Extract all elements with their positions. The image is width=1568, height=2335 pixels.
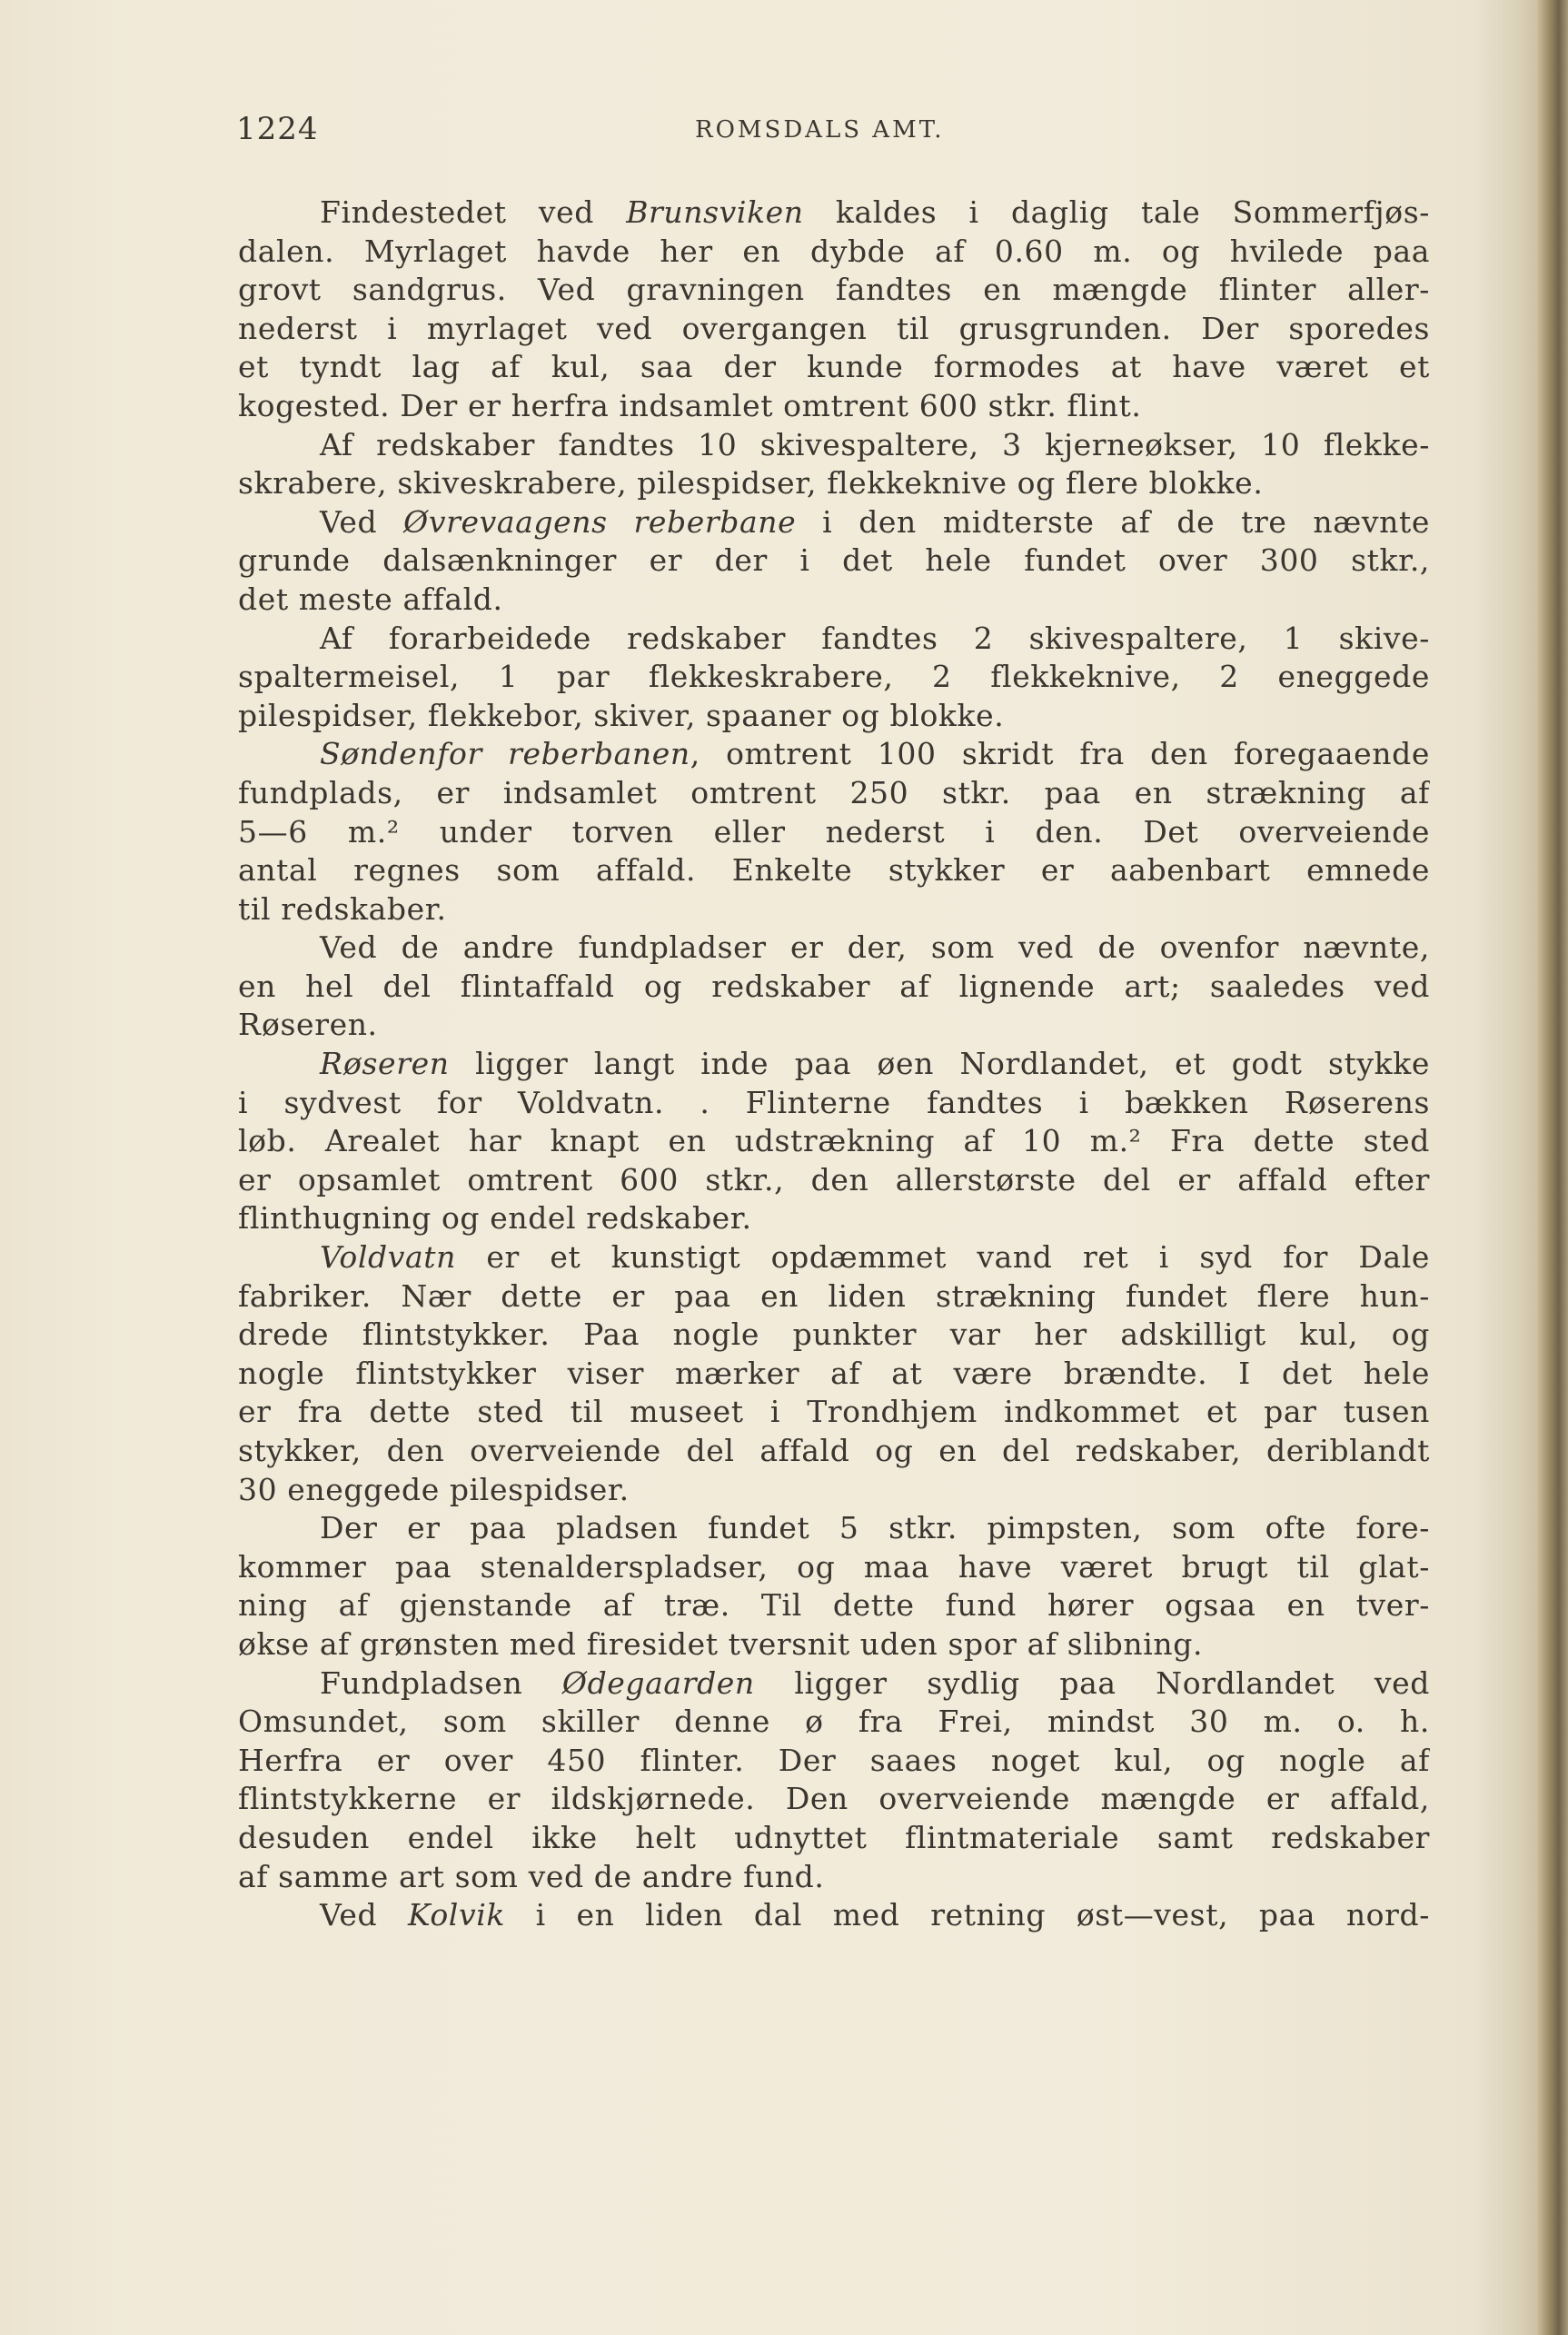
text-segment: Findestedet ved — [320, 194, 627, 230]
text-line — [238, 735, 1430, 774]
text-line — [238, 1393, 1430, 1432]
text-segment: , omtrent 100 skridt fra den foregaaende — [690, 736, 1430, 772]
text-line — [238, 658, 1430, 697]
text-segment: antal regnes som affald. Enkelte stykker er aabenbart emnede — [238, 852, 1430, 889]
book-spine-edge — [1537, 0, 1568, 2335]
text-line — [238, 194, 1430, 233]
text-segment: løb. Arealet har knapt en udstrækning af 10 m.² Fra dette sted — [238, 1123, 1430, 1159]
text-line — [238, 581, 1430, 620]
text-line — [238, 1277, 1430, 1317]
text-segment: et tyndt lag af kul, saa der kunde formodes at have været et — [238, 349, 1430, 385]
page-number: 1224 — [236, 111, 319, 147]
text-segment: kogested. Der er herfra indsamlet omtrent 600 stkr. flint. — [238, 387, 1142, 423]
text-segment: nederst i myrlaget ved overgangen til grusgrunden. Der sporedes — [238, 310, 1430, 346]
text-segment: i sydvest for Voldvatn. . Flinterne fandtes i bækken Røserens — [238, 1084, 1430, 1120]
text-segment: kommer paa stenalderspladser, og maa have været brugt til glat- — [238, 1548, 1430, 1585]
text-line — [238, 1238, 1430, 1277]
italic-place-name: Øvrevaagens reberbane — [403, 503, 797, 540]
text-segment: Herfra er over 450 flinter. Der saaes noget kul, og nogle af — [238, 1742, 1430, 1778]
italic-place-name: Brunsviken — [626, 194, 804, 230]
text-line — [238, 813, 1430, 852]
text-segment: Ved de andre fundpladser er der, som ved de ovenfor nævnte, — [320, 929, 1430, 966]
text-segment: dalen. Myrlaget havde her en dybde af 0.60 m. og hvilede paa — [238, 233, 1430, 269]
text-line — [238, 1548, 1430, 1587]
body-text — [238, 194, 1430, 1935]
text-segment: ning af gjenstande af træ. Til dette fund hører ogsaa en tver- — [238, 1587, 1430, 1624]
text-line — [238, 1161, 1430, 1200]
text-line — [238, 1819, 1430, 1858]
text-line — [238, 1045, 1430, 1084]
text-line — [238, 1432, 1430, 1471]
text-segment: grunde dalsænkninger er der i det hele fundet over 300 stkr., — [238, 542, 1430, 579]
text-line — [238, 1586, 1430, 1625]
text-segment: skrabere, skiveskrabere, pilespidser, flekkeknive og flere blokke. — [238, 465, 1264, 502]
text-line — [238, 890, 1430, 929]
text-segment: grovt sandgrus. Ved gravningen fandtes en mængde flinter aller- — [238, 272, 1430, 308]
text-segment: 30 eneggede pilespidser. — [238, 1471, 630, 1507]
text-segment: nogle flintstykker viser mærker af at være brændte. I det hele — [238, 1355, 1430, 1391]
text-segment: det meste affald. — [238, 581, 503, 617]
text-line — [238, 1858, 1430, 1897]
text-segment: spaltermeisel, 1 par flekkeskrabere, 2 flekkeknive, 2 eneggede — [238, 659, 1430, 695]
text-line — [238, 851, 1430, 890]
text-segment: Fundpladsen — [320, 1664, 562, 1701]
text-line — [238, 1006, 1430, 1045]
italic-place-name: Voldvatn — [320, 1239, 456, 1276]
text-line — [238, 503, 1430, 542]
text-segment: flinthugning og endel redskaber. — [238, 1200, 752, 1237]
running-head: ROMSDALS AMT. — [695, 116, 945, 144]
text-segment: pilespidser, flekkebor, skiver, spaaner og blokke. — [238, 697, 1005, 733]
italic-place-name: Røseren — [320, 1046, 450, 1082]
text-line — [238, 426, 1430, 465]
text-segment: ligger langt inde paa øen Nordlandet, et godt stykke — [449, 1046, 1430, 1082]
text-segment: fabriker. Nær dette er paa en liden strækning fundet flere hun- — [238, 1277, 1430, 1314]
text-line — [238, 1122, 1430, 1161]
text-segment: i den midterste af de tre nævnte — [796, 503, 1430, 540]
text-line — [238, 1471, 1430, 1510]
text-line — [238, 1703, 1430, 1742]
text-line — [238, 310, 1430, 349]
text-line — [238, 1316, 1430, 1355]
text-segment: desuden endel ikke helt udnyttet flintmateriale samt redskaber — [238, 1819, 1430, 1855]
text-line — [238, 1509, 1430, 1548]
text-segment: er opsamlet omtrent 600 stkr., den allerstørste del er affald efter — [238, 1161, 1430, 1197]
text-line — [238, 774, 1430, 813]
text-segment: Røseren. — [238, 1007, 378, 1043]
text-segment: Ved — [320, 1897, 408, 1933]
italic-place-name: Ødegaarden — [561, 1664, 755, 1701]
text-line — [238, 1199, 1430, 1238]
text-line — [238, 1355, 1430, 1394]
text-line — [238, 1625, 1430, 1664]
text-line — [238, 1780, 1430, 1819]
text-line — [238, 271, 1430, 310]
text-segment: 5—6 m.² under torven eller nederst i den. Det overveiende — [238, 813, 1430, 850]
text-segment: fundplads, er indsamlet omtrent 250 stkr. paa en strækning af — [238, 774, 1430, 810]
text-line — [238, 929, 1430, 968]
text-segment: Af redskaber fandtes 10 skivespaltere, 3 kjerneøkser, 10 flekke- — [320, 426, 1430, 462]
text-segment: til redskaber. — [238, 890, 447, 927]
text-segment: ligger sydlig paa Nordlandet ved — [754, 1664, 1430, 1701]
text-line — [238, 1084, 1430, 1123]
text-segment: Der er paa pladsen fundet 5 stkr. pimpsten, som ofte fore- — [320, 1510, 1430, 1546]
text-segment: i en liden dal med retning øst—vest, paa nord- — [504, 1897, 1430, 1933]
italic-place-name: Kolvik — [407, 1897, 505, 1933]
text-segment: er et kunstigt opdæmmet vand ret i syd for Dale — [455, 1239, 1430, 1276]
text-segment: Ved — [320, 503, 404, 540]
text-line — [238, 620, 1430, 659]
text-segment: er fra dette sted til museet i Trondhjem indkommet et par tusen — [238, 1394, 1430, 1430]
text-line — [238, 1664, 1430, 1704]
text-line — [238, 697, 1430, 736]
text-segment: stykker, den overveiende del affald og en del redskaber, deriblandt — [238, 1433, 1430, 1468]
text-line — [238, 233, 1430, 272]
text-segment: af samme art som ved de andre fund. — [238, 1858, 825, 1894]
text-line — [238, 1896, 1430, 1935]
text-line — [238, 348, 1430, 387]
italic-place-name: Søndenfor reberbanen — [320, 736, 690, 772]
text-line — [238, 542, 1430, 581]
text-segment: drede flintstykker. Paa nogle punkter var her adskilligt kul, og — [238, 1317, 1430, 1353]
page-header — [236, 111, 1417, 156]
text-segment: flintstykkerne er ildskjørnede. Den overveiende mængde er affald, — [238, 1781, 1430, 1817]
text-segment: kaldes i daglig tale Sommerfjøs- — [803, 194, 1430, 230]
text-line — [238, 464, 1430, 503]
text-segment: en hel del flintaffald og redskaber af lignende art; saaledes ved — [238, 968, 1430, 1004]
text-segment: økse af grønsten med firesidet tversnit uden spor af slibning. — [238, 1625, 1204, 1662]
text-line — [238, 968, 1430, 1007]
text-line — [238, 387, 1430, 426]
text-segment: Omsundet, som skiller denne ø fra Frei, mindst 30 m. o. h. — [238, 1704, 1430, 1740]
text-line — [238, 1742, 1430, 1781]
text-segment: Af forarbeidede redskaber fandtes 2 skivespaltere, 1 skive- — [320, 620, 1430, 656]
